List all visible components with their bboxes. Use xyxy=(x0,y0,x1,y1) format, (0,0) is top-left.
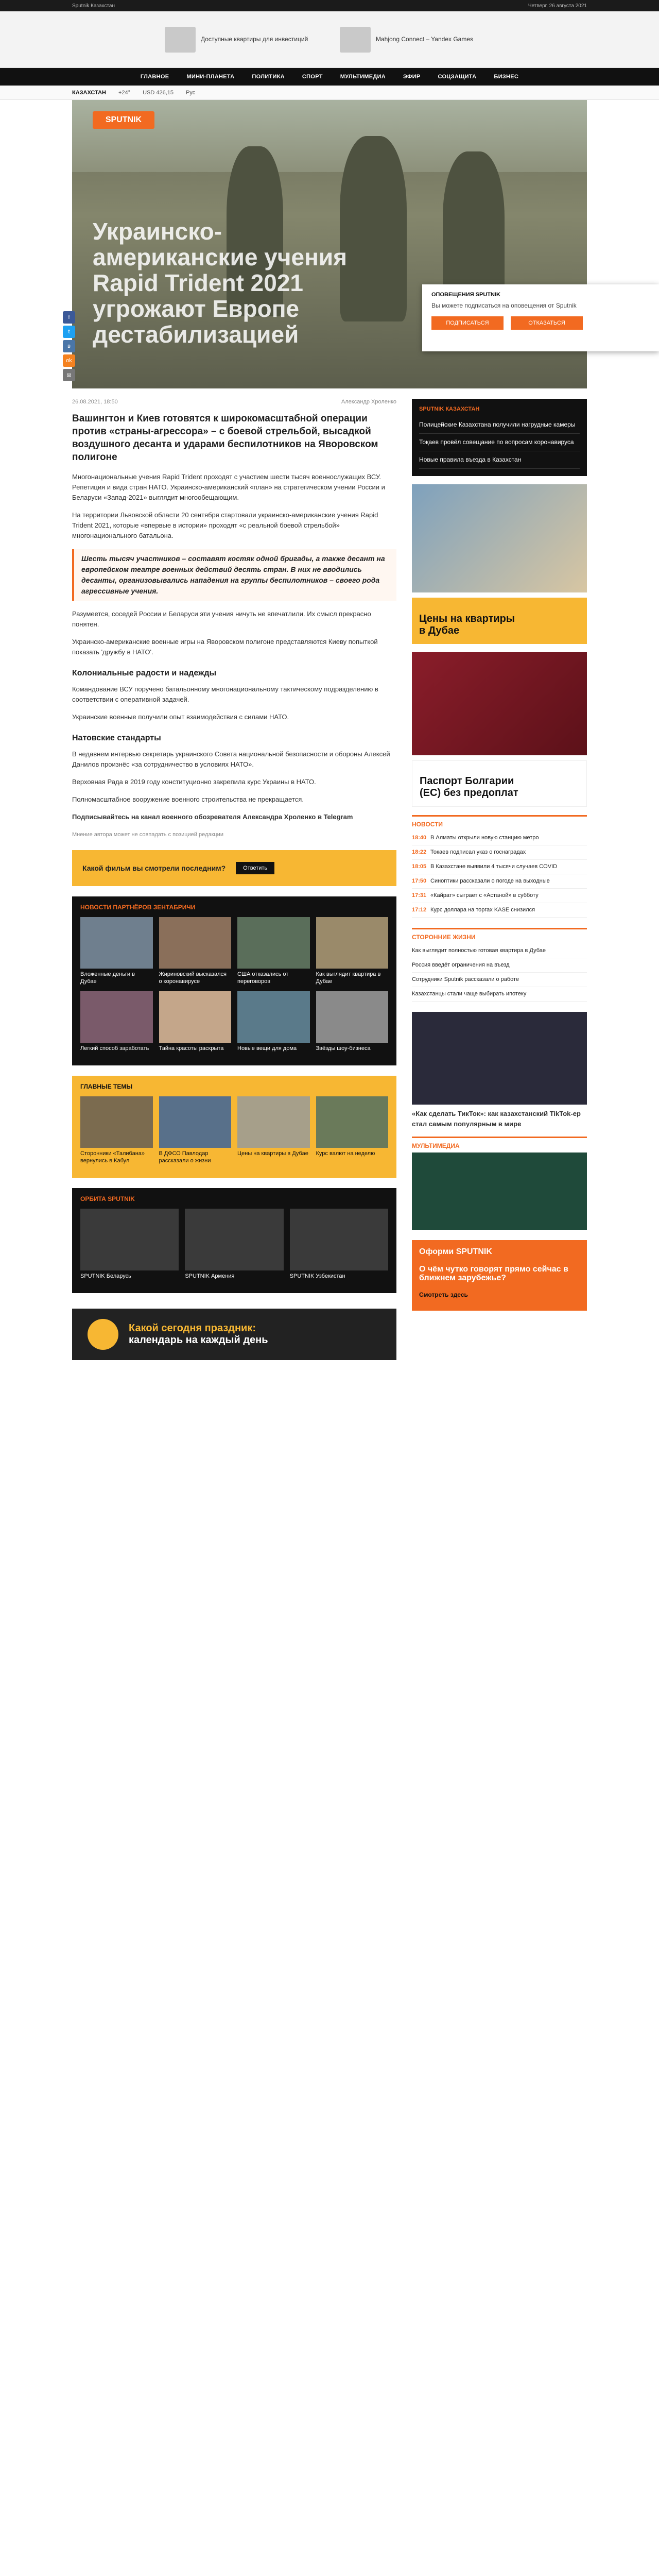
sputnik-ad-text: О чём чутко говорят прямо сейчас в ближнем зарубежье? xyxy=(419,1265,568,1282)
ad-item[interactable] xyxy=(340,27,494,53)
paragraph: Разумеется, соседей России и Беларуси эти учения ничуть не впечатлили. Их смысл прекрасно понятен. xyxy=(72,610,371,628)
partner-card[interactable] xyxy=(159,991,232,1052)
notification-consent-dialog xyxy=(422,284,659,351)
poll-answer-button[interactable]: Ответить xyxy=(236,862,274,874)
ad-text[interactable]: Доступные квартиры для инвестиций xyxy=(201,36,308,43)
partner-thumb xyxy=(80,917,153,969)
partner-card[interactable] xyxy=(237,917,310,985)
top-bar xyxy=(0,0,659,11)
article xyxy=(72,399,396,1376)
page-title: Украинско-американские учения Rapid Trident 2021 угрожают Европе дестабилизацией xyxy=(93,218,347,348)
side-list-item[interactable]: Россия введёт ограничения на въезд xyxy=(412,958,587,973)
tiktok-caption[interactable]: «Как сделать ТикТок»: как казахстанский TikTok-ер стал самым популярным в мире xyxy=(412,1110,581,1128)
orbit-caption[interactable]: SPUTNIK Беларусь xyxy=(80,1273,131,1279)
paragraph: Верховная Рада в 2019 году конституционно закрепила курс Украины в НАТО. xyxy=(72,778,316,786)
paragraph: Многонациональные учения Rapid Trident проходят с участием шести тысяч военнослужащих ВСУ. Репетиция и вида стран НАТО. Украинско-американский «план» на стратегическом учении России и Беларуси «Запад-2021» выглядит многообещающим. xyxy=(72,473,385,501)
orbit-card[interactable] xyxy=(290,1209,388,1280)
partner-news xyxy=(72,896,396,1065)
sputnik-logo[interactable]: SPUTNIK xyxy=(93,111,154,129)
partner-thumb xyxy=(80,991,153,1043)
facebook-icon[interactable]: f xyxy=(63,311,75,324)
orbit-caption[interactable]: SPUTNIK Узбекистан xyxy=(289,1273,345,1279)
nav-item[interactable]: МУЛЬТИМЕДИА xyxy=(340,74,386,80)
partner-card[interactable] xyxy=(316,991,389,1052)
section-heading: Колониальные радости и надежды xyxy=(72,669,217,677)
orbit-thumb xyxy=(185,1209,283,1270)
news-time: 17:31 xyxy=(412,892,427,899)
pull-quote: Шесть тысяч участников – составят костяк одной бригады, а также десант на европейском театре военных действий десять стран. В них не вводились десанты, организовывались нападения на группы беспилотников – своего рода агрессивные учения. xyxy=(72,549,396,601)
partner-caption[interactable]: Звёзды шоу-бизнеса xyxy=(316,1045,371,1052)
tiktok-image[interactable] xyxy=(412,1012,587,1105)
ad-text[interactable]: Mahjong Connect – Yandex Games xyxy=(376,36,474,43)
theme-card[interactable] xyxy=(316,1096,389,1164)
news-feed xyxy=(412,815,587,918)
ad-thumbnail xyxy=(340,27,371,53)
news-heading: НОВОСТИ xyxy=(412,821,443,828)
weather: +24° xyxy=(118,89,131,96)
promo-title: Какой сегодня праздник: xyxy=(129,1323,256,1334)
twitter-icon[interactable]: t xyxy=(63,326,75,338)
multimedia-heading: МУЛЬТИМЕДИА xyxy=(412,1142,460,1149)
side-list-item[interactable]: Казахстанцы стали чаще выбирать ипотеку xyxy=(412,987,587,1002)
news-item[interactable] xyxy=(412,903,587,918)
partner-news-heading: НОВОСТИ ПАРТНЁРОВ ЗЕНТАБРИЧИ xyxy=(80,904,196,911)
side-list-item[interactable]: Сотрудники Sputnik рассказали о работе xyxy=(412,973,587,987)
article-date: 26.08.2021, 18:50 xyxy=(72,399,118,405)
widget-item[interactable]: Новые правила въезда в Казахстан xyxy=(419,451,580,469)
calendar-icon xyxy=(88,1319,118,1350)
partner-caption[interactable]: Легкий способ заработать xyxy=(80,1045,149,1052)
nav-item[interactable]: БИЗНЕС xyxy=(494,74,519,80)
paragraph: В недавнем интервью секретарь украинского Совета национальной безопасности и обороны Алексей Данилов произнёс «за сотрудничество в условиях НАТО». xyxy=(72,750,390,768)
section-heading: Натовские стандарты xyxy=(72,734,161,742)
news-item[interactable] xyxy=(412,831,587,845)
theme-thumb xyxy=(159,1096,232,1148)
nav-item[interactable]: МИНИ-ПЛАНЕТА xyxy=(186,74,235,80)
partner-caption[interactable]: Новые вещи для дома xyxy=(237,1045,297,1052)
telegram-widget xyxy=(412,399,587,476)
sputnik-ad-title: Оформи SPUTNIK xyxy=(419,1247,492,1256)
vk-icon[interactable]: в xyxy=(63,340,75,352)
nav-item[interactable]: СОЦЗАЩИТА xyxy=(438,74,477,80)
news-time: 18:22 xyxy=(412,849,427,855)
partner-thumb xyxy=(159,991,232,1043)
holiday-promo[interactable] xyxy=(72,1309,396,1360)
theme-card[interactable] xyxy=(159,1096,232,1164)
share-bar xyxy=(63,311,75,381)
telegram-link[interactable]: Подписывайтесь на канал военного обозревателя Александра Хроленко в Telegram xyxy=(72,813,353,821)
orbit-heading: ОРБИТА SPUTNIK xyxy=(80,1195,135,1202)
theme-thumb xyxy=(80,1096,153,1148)
dubai-image[interactable] xyxy=(412,484,587,592)
language-selector[interactable]: Рус xyxy=(186,89,196,96)
ad-strip xyxy=(0,11,659,68)
news-text[interactable]: Токаев подписал указ о госнаградах xyxy=(430,849,526,855)
orbit-card[interactable] xyxy=(185,1209,283,1280)
partner-thumb xyxy=(237,991,310,1043)
widget-item[interactable]: Тоқаев провёл совещание по вопросам коронавируса xyxy=(419,434,580,451)
sub-nav xyxy=(0,86,659,100)
passport-image[interactable] xyxy=(412,652,587,755)
news-time: 17:50 xyxy=(412,878,427,884)
news-item[interactable] xyxy=(412,874,587,889)
consent-title: ОПОВЕЩЕНИЯ SPUTNIK xyxy=(431,292,500,298)
hero-sky xyxy=(72,100,587,172)
main-nav xyxy=(0,68,659,86)
theme-thumb xyxy=(316,1096,389,1148)
dubai-promo[interactable] xyxy=(412,598,587,644)
partner-thumb xyxy=(159,917,232,969)
poll-widget xyxy=(72,850,396,886)
partner-caption[interactable]: США отказались от переговоров xyxy=(237,971,289,985)
partner-card[interactable] xyxy=(80,991,153,1052)
paragraph: На территории Львовской области 20 сентября стартовали украинско-американские учения Rapid Trident 2021, которые «впервые в истории» проходят «с реальной боевой стрельбой» многонационального батальона. xyxy=(72,511,378,539)
news-text[interactable]: В Алматы открыли новую станцию метро xyxy=(430,835,539,841)
footnote: Мнение автора может не совпадать с позицией редакции xyxy=(72,832,223,838)
multimedia-image[interactable] xyxy=(412,1153,587,1230)
currency: USD 426,15 xyxy=(143,89,174,96)
article-author[interactable]: Александр Хроленко xyxy=(341,399,396,405)
nav-item[interactable]: ПОЛИТИКА xyxy=(252,74,285,80)
theme-caption[interactable]: В ДФСО Павлодар рассказали о жизни xyxy=(159,1150,211,1164)
top-bar-date: Четверг, 26 августа 2021 xyxy=(528,3,587,9)
passport-promo-title: Паспорт Болгарии (ЕС) без предоплат xyxy=(420,775,518,799)
news-time: 18:40 xyxy=(412,835,427,841)
paragraph: Полномасштабное вооружение военного строительства не прекращается. xyxy=(72,795,304,803)
partner-card[interactable] xyxy=(237,991,310,1052)
sidebar xyxy=(412,399,587,1376)
news-text[interactable]: «Кайрат» сыграет с «Астаной» в субботу xyxy=(430,892,539,899)
orbit-caption[interactable]: SPUTNIK Армения xyxy=(185,1273,235,1279)
partner-caption[interactable]: Как выглядит квартира в Дубае xyxy=(316,971,381,985)
nav-item[interactable]: ГЛАВНОЕ xyxy=(140,74,169,80)
news-text[interactable]: Синоптики рассказали о погоде на выходные xyxy=(430,878,550,884)
poll-question: Какой фильм вы смотрели последним? xyxy=(82,864,226,872)
sputnik-ad-cta[interactable]: Смотреть здесь xyxy=(419,1291,468,1298)
nav-item[interactable]: ЭФИР xyxy=(403,74,421,80)
partner-thumb xyxy=(237,917,310,969)
promo-subtitle: календарь на каждый день xyxy=(129,1334,268,1346)
widget-item[interactable]: Полицейские Казахстана получили нагрудные камеры xyxy=(419,416,580,434)
news-text[interactable]: Курс доллара на торгах KASE снизился xyxy=(430,907,535,913)
partner-thumb xyxy=(316,917,389,969)
nav-item[interactable]: СПОРТ xyxy=(302,74,323,80)
dubai-promo-title: Цены на квартиры в Дубае xyxy=(419,613,515,636)
partner-thumb xyxy=(316,991,389,1043)
partner-caption[interactable]: Вложенные деньги в Дубае xyxy=(80,971,135,985)
theme-caption[interactable]: Сторонники «Талибана» вернулись в Кабул xyxy=(80,1150,145,1164)
partner-card[interactable] xyxy=(159,917,232,985)
theme-caption[interactable]: Цены на квартиры в Дубае xyxy=(237,1150,308,1157)
orbit-thumb xyxy=(80,1209,179,1270)
widget-heading: SPUTNIK КАЗАХСТАН xyxy=(419,406,480,412)
paragraph: Украинские военные получили опыт взаимодействия с силами НАТО. xyxy=(72,713,289,721)
partner-caption[interactable]: Жириновский высказался о коронавирусе xyxy=(159,971,227,985)
region-selector[interactable]: КАЗАХСТАН xyxy=(72,89,106,96)
decline-button[interactable]: ОТКАЗАТЬСЯ xyxy=(511,316,583,330)
ad-item[interactable] xyxy=(165,27,319,53)
theme-caption[interactable]: Курс валют на неделю xyxy=(316,1150,375,1157)
side-list xyxy=(412,928,587,1002)
email-icon[interactable]: ✉ xyxy=(63,369,75,381)
news-item[interactable] xyxy=(412,860,587,874)
orbit-card[interactable] xyxy=(80,1209,179,1280)
partner-card[interactable] xyxy=(316,917,389,985)
news-item[interactable] xyxy=(412,845,587,860)
ad-thumbnail xyxy=(165,27,196,53)
theme-card[interactable] xyxy=(237,1096,310,1164)
news-item[interactable] xyxy=(412,889,587,903)
passport-promo[interactable] xyxy=(412,760,587,807)
theme-card[interactable] xyxy=(80,1096,153,1164)
orbit-thumb xyxy=(290,1209,388,1270)
theme-thumb xyxy=(237,1096,310,1148)
partner-card[interactable] xyxy=(80,917,153,985)
sputnik-ad[interactable] xyxy=(412,1240,587,1311)
paragraph: Украинско-американские военные игры на Яворовском полигоне представляются Киеву попыткой показать 'дружбу в НАТО'. xyxy=(72,638,378,656)
multimedia xyxy=(412,1137,587,1230)
news-text[interactable]: В Казахстане выявили 4 тысячи случаев COVID xyxy=(430,863,558,870)
article-lead: Вашингтон и Киев готовятся к широкомасштабной операции против «страны-агрессора» – с боевой стрельбой, высадкой воздушного десанта и ударами беспилотников на Яворовском полигоне xyxy=(72,413,378,463)
news-time: 17:12 xyxy=(412,907,427,913)
ok-icon[interactable]: ok xyxy=(63,354,75,367)
themes-heading: ГЛАВНЫЕ ТЕМЫ xyxy=(80,1083,133,1090)
side-list-heading: СТОРОННИЕ ЖИЗНИ xyxy=(412,934,476,941)
main-themes xyxy=(72,1076,396,1178)
paragraph: Командование ВСУ поручено батальонному многонациональному тактическому подразделению в соответствии с оперативной задачей. xyxy=(72,685,378,703)
partner-caption[interactable]: Тайна красоты раскрыта xyxy=(159,1045,224,1052)
news-time: 18:05 xyxy=(412,863,427,870)
consent-text: Вы можете подписаться на оповещения от Sputnik xyxy=(431,302,577,309)
side-list-item[interactable]: Как выглядит полностью готовая квартира в Дубае xyxy=(412,944,587,958)
subscribe-button[interactable]: ПОДПИСАТЬСЯ xyxy=(431,316,504,330)
top-bar-site[interactable]: Sputnik Казахстан xyxy=(72,3,115,9)
sputnik-orbit xyxy=(72,1188,396,1293)
